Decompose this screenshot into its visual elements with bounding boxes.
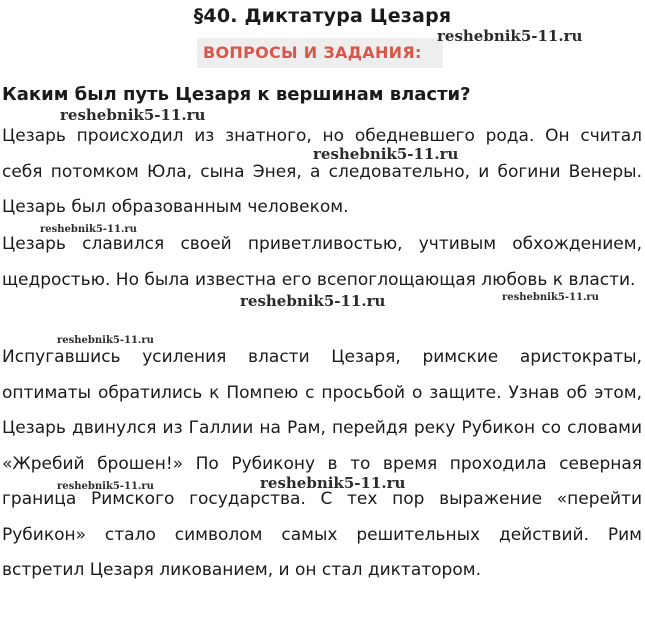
watermark: reshebnik5-11.ru bbox=[240, 292, 386, 310]
page-title: §40. Диктатура Цезаря bbox=[193, 5, 452, 27]
watermark: reshebnik5-11.ru bbox=[57, 335, 154, 346]
watermark: reshebnik5-11.ru bbox=[57, 481, 154, 492]
watermark: reshebnik5-11.ru bbox=[502, 292, 599, 303]
answer-paragraph-3: Испугавшись усиления власти Цезаря, римские аристократы, оптиматы обратились к Помпею с просьбой о защите. Узнав об этом, Цезарь двинулся из Галлии на Рам, перейдя реку Рубикон со словами «Жребий брошен!» По Рубикону в то время проходила северная граница Римского государства. С тех пор выражение «перейти Рубикон» стало символом самых решительных действий. Рим встретил Цезаря ликованием, и он стал диктатором. bbox=[2, 347, 642, 580]
watermark: reshebnik5-11.ru bbox=[60, 106, 206, 124]
watermark: reshebnik5-11.ru bbox=[437, 27, 583, 45]
answer-paragraph-2: Цезарь славился своей приветливостью, учтивым обхождением, щедростью. Но была известна его всепоглощающая любовь к власти. bbox=[2, 234, 642, 290]
answer-paragraph-1: Цезарь происходил из знатного, но обедневшего рода. Он считал себя потомком Юла, сына Энея, а следовательно, и богини Венеры. Цезарь был образованным человеком. bbox=[2, 126, 642, 217]
watermark: reshebnik5-11.ru bbox=[260, 474, 406, 492]
watermark: reshebnik5-11.ru bbox=[40, 224, 137, 235]
question-heading: Каким был путь Цезаря к вершинам власти? bbox=[2, 84, 471, 105]
section-badge: ВОПРОСЫ И ЗАДАНИЯ: bbox=[203, 43, 422, 62]
watermark: reshebnik5-11.ru bbox=[313, 145, 459, 163]
